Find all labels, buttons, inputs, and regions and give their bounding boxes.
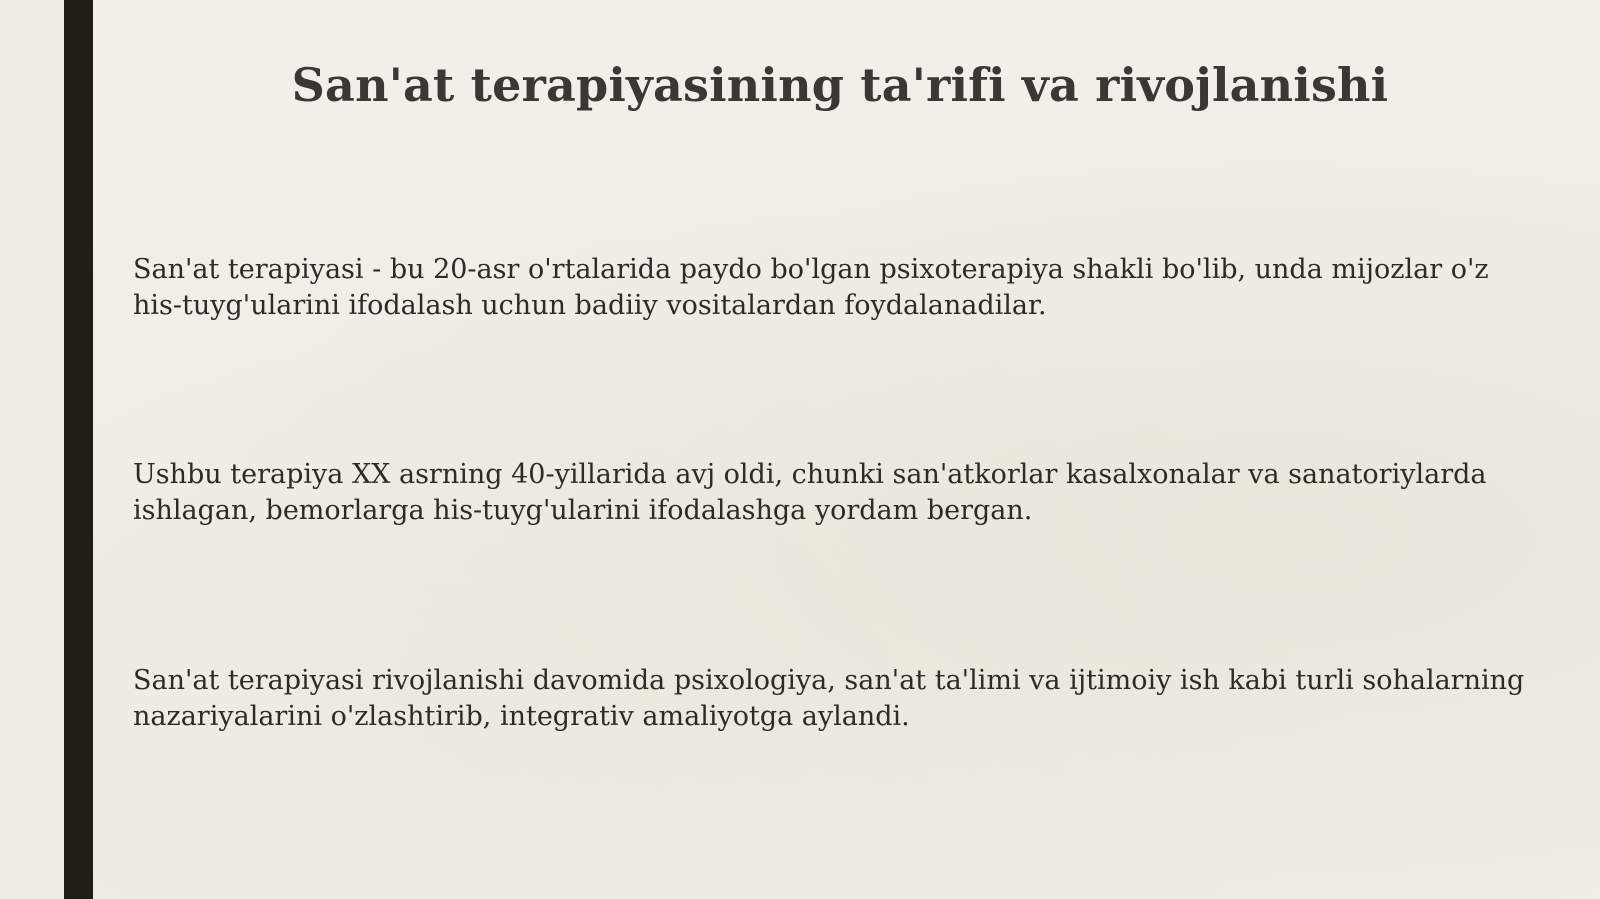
- slide-title: San'at terapiyasining ta'rifi va rivojlanishi: [291, 58, 1389, 112]
- accent-bar: [64, 0, 93, 899]
- paragraph-definition: San'at terapiyasi - bu 20-asr o'rtalarida paydo bo'lgan psixoterapiya shakli bo'lib, unda mijozlar o'z his-tuyg'ularini ifodalash uchun badiiy vositalardan foydalanadilar.: [133, 254, 1489, 321]
- paragraph-development: San'at terapiyasi rivojlanishi davomida psixologiya, san'at ta'limi va ijtimoiy ish kabi turli sohalarning nazariyalarini o'zlashtirib, integrativ amaliyotga aylandi.: [133, 665, 1525, 732]
- left-margin: [0, 0, 64, 899]
- paragraph-history: Ushbu terapiya XX asrning 40-yillarida avj oldi, chunki san'atkorlar kasalxonalar va sanatoriylarda ishlagan, bemorlarga his-tuyg'ularini ifodalashga yordam bergan.: [133, 459, 1487, 526]
